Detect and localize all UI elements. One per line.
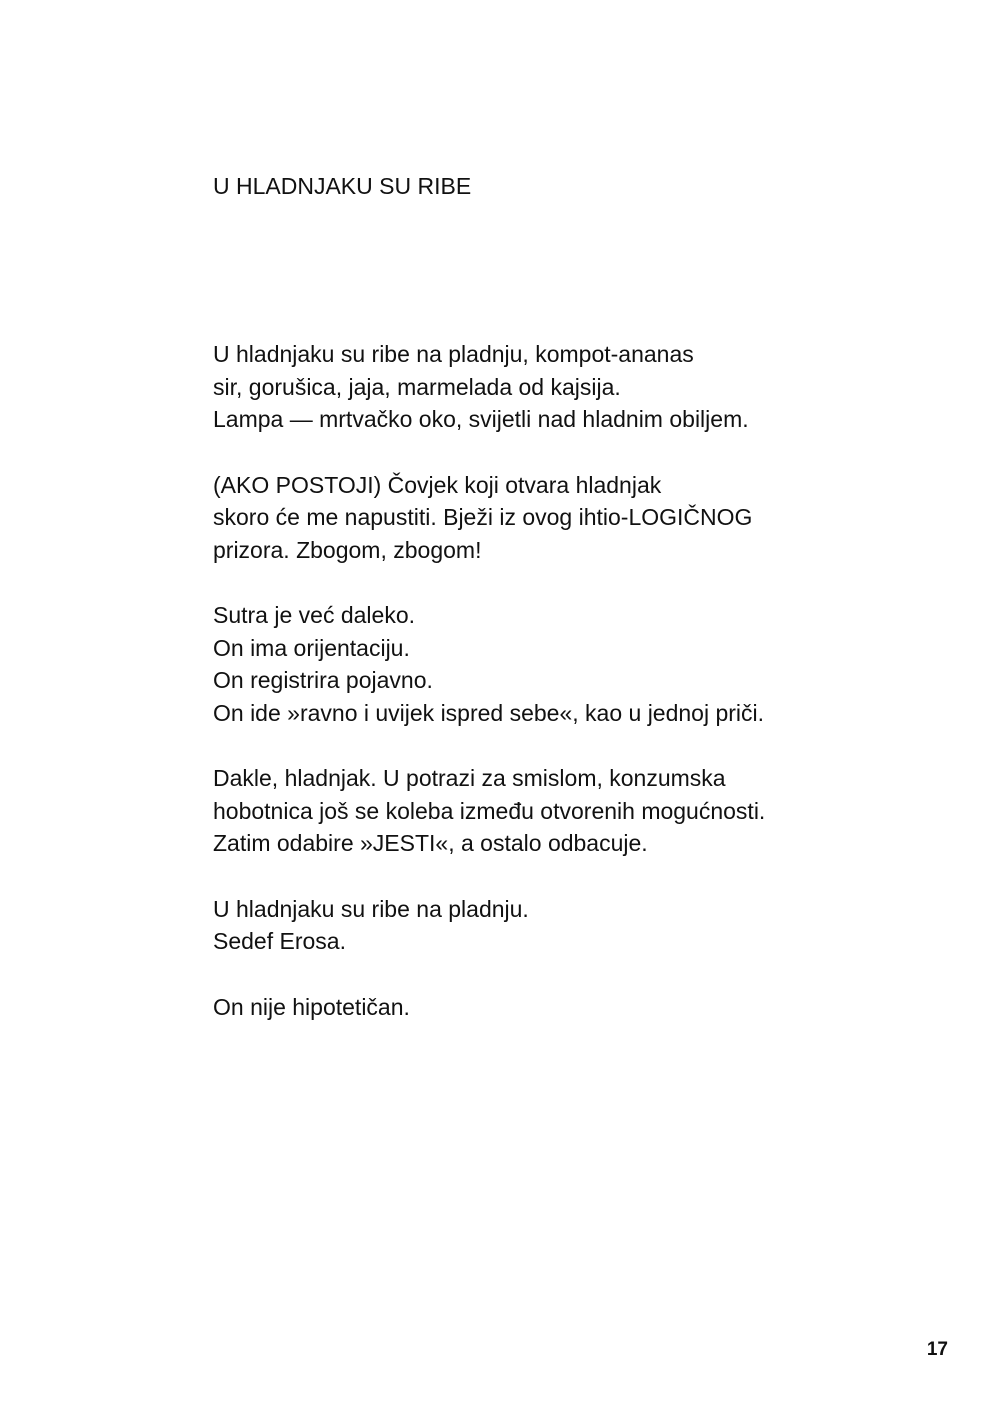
poem-line: Sedef Erosa. <box>213 928 346 954</box>
poem-line: sir, gorušica, jaja, marmelada od kajsija. <box>213 373 621 400</box>
poem-line: Dakle, hladnjak. U potrazi za smislom, konzumska <box>213 765 726 791</box>
poem-line: Zatim odabire »JESTI«, a ostalo odbacuje. <box>213 830 648 856</box>
stanza-3 <box>213 599 933 729</box>
poem-line: Sutra je već daleko. <box>213 602 416 628</box>
poem-line: prizora. Zbogom, zbogom! <box>213 536 482 563</box>
poem-title: U HLADNJAKU SU RIBE <box>213 173 472 199</box>
page-number: 17 <box>926 1339 948 1360</box>
poem-body <box>213 338 933 1056</box>
poem-line: On nije hipotetičan. <box>213 993 410 1020</box>
poem-line: hobotnica još se koleba između otvorenih mogućnosti. <box>213 797 766 824</box>
stanza-2 <box>213 469 933 567</box>
stanza-1 <box>213 338 933 436</box>
stanza-5 <box>213 893 933 958</box>
poem-line: U hladnjaku su ribe na pladnju. <box>213 895 529 922</box>
poem-line: U hladnjaku su ribe na pladnju, kompot-ananas <box>213 341 694 367</box>
poem-line: On ima orijentaciju. <box>213 634 410 661</box>
poem-line: (AKO POSTOJI) Čovjek koji otvara hladnjak <box>213 471 662 498</box>
poem-line: Lampa — mrtvačko oko, svijetli nad hladnim obiljem. <box>213 406 749 432</box>
poem-line: On registrira pojavno. <box>213 667 433 693</box>
poem-line: On ide »ravno i uvijek ispred sebe«, kao u jednoj priči. <box>213 699 765 726</box>
stanza-4 <box>213 762 933 860</box>
stanza-6 <box>213 991 933 1024</box>
poem-line: skoro će me napustiti. Bježi iz ovog ihtio-LOGIČNOG <box>213 504 753 530</box>
